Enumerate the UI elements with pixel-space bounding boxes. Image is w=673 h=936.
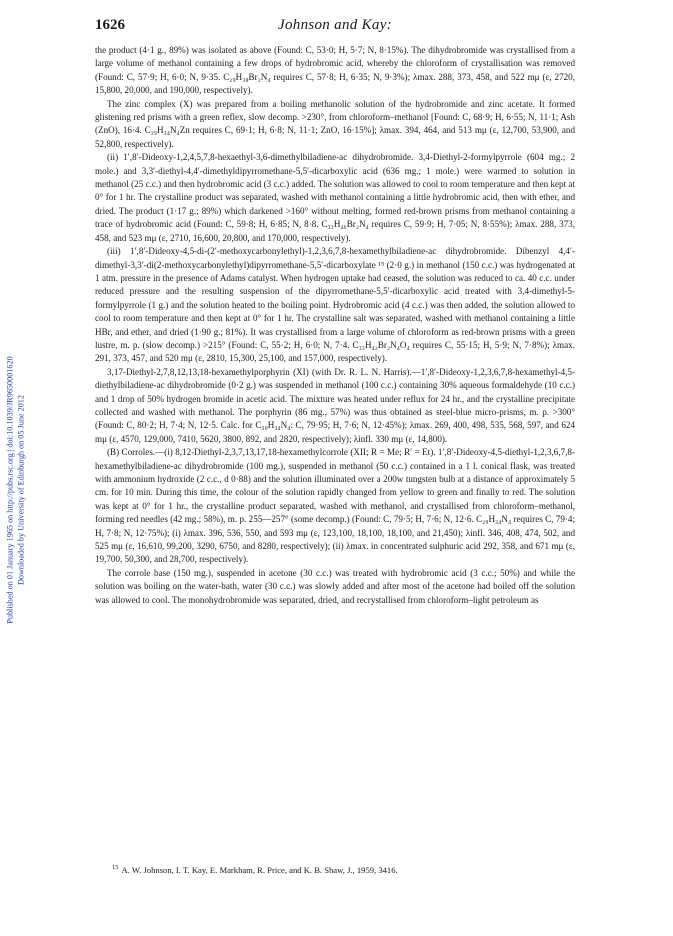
paragraph-hexaethyl-biladiene: (ii) 1′,8′-Dideoxy-1,2,4,5,7,8-hexaethyl-3,6-dimethylbiladiene-ac dihydrobromide. 3,4-Diethyl-2-formylpyrrole (604 mg.; 2 mole.) and 3,3′-diethyl-4,4′-dimethyldipyrromethane-5,5′-dicarboxylic acid (636 mg.; 1 mole.) were warmed to solution in methanol (25 c.c.) and then hydrobromic acid (3 c.c.) added. The solution was allowed to cool to room temperature and then kept at 0° for 1 hr. The crystalline product was separated, washed with methanol containing a little hydrobromic acid, then with ether, and dried. The product (1·17 g.; 89%) which darkened >160° without melting, formed red-brown prisms from methanol containing a trace of hydrobromic acid (Found: C, 59·8; H, 6·85; N, 8·8. C₃₃H₄₆Br₂N₄ requires C, 59·9; H, 7·05; N, 8·55%); λmax. 288, 373, 458, and 523 mμ (ε, 2710, 16,600, 20,800, and 170,000, respectively). [95, 152, 575, 243]
downloaded-notice-text: Downloaded by University of Edinburgh on 05 June 2012 [16, 395, 25, 585]
page-number: 1626 [95, 17, 125, 33]
footnote-text: A. W. Johnson, I. T. Kay, E. Markham, R. Price, and K. B. Shaw, J., 1959, 3416. [121, 864, 398, 875]
downloaded-notice [15, 160, 26, 820]
paragraph-corroles: (B) Corroles.—(i) 8,12-Diethyl-2,3,7,13,17,18-hexamethylcorrole (XII; R = Me; R′ = Et). 1′,8′-Dideoxy-4,5-diethyl-1,2,3,6,7,8-hexamethylbiladiene-ac dihydrobromide (100 mg.), suspended in methanol (50 c.c.) contained in a 1 l. conical flask, was treated with ammonium hydroxide (2 c.c., d 0·88) and the solution illuminated over a 200w tungsten bulb at a distance of approximately 5 cm. for 10 min. During this time, the colour of the solution rapidly changed from yellow to green and finally to red. The solution was kept at 0° for 1 hr., the crystalline product separated, washed with methanol, and crystallised from chloroform–methanol, forming red needles (42 mg.; 58%), m. p. 255—257° (some decomp.) (Found: C, 79·5; H, 7·6; N, 12·6. C₂₉H₃₄N₄ requires C, 79·4; H, 7·8; N, 12·75%); (i) λmax. 396, 536, 550, and 593 mμ (ε, 123,100, 18,100, 18,100, and 21,450); λinfl. 346, 408, 474, 502, and 525 mμ (ε, 16,610, 99,200, 3290, 6750, and 8280, respectively); (ii) λmax. in concentrated sulphuric acid 292, 358, and 671 mμ (ε, 19,700, 50,300, and 28,700, respectively). [95, 447, 575, 565]
paragraph-zinc-complex: The zinc complex (X) was prepared from a boiling methanolic solution of the hydrobromide and zinc acetate. It formed glistening red prisms with a green reflex, slow decomp. >230°, from chloroform–methanol [Found: C, 68·9; H, 6·55; N, 11·1; Ash (ZnO), 16·4. C₂₉H₃₄N₄Zn requires C, 69·1; H, 6·8; N, 11·1; ZnO, 16·15%]; λmax. 394, 464, and 513 mμ (ε, 12,700, 53,900, and 52,800, respectively). [95, 98, 575, 149]
paragraph-corrole-base: The corrole base (150 mg.), suspended in acetone (30 c.c.) was treated with hydrobromic acid (3 c.c.; 50%) and while the solution was boiling on the water-bath, water (30 c.c.) was slowly added and after most of the acetone had boiled off the solution was allowed to cool. The monohydrobromide was separated, dried, and recrystallised from chloroform–light petroleum as [95, 567, 575, 605]
body-text [95, 44, 575, 850]
published-notice-text[interactable]: Published on 01 January 1965 on http://pubs.rsc.org | doi:10.1039/JR9650001620 [5, 356, 14, 624]
page-header [95, 17, 575, 39]
published-notice[interactable] [4, 160, 15, 820]
footnote-marker: 15 [112, 864, 119, 871]
paragraph-methoxycarbonylethyl-biladiene: (iii) 1′,8′-Dideoxy-4,5-di-(2′-methoxycarbonylethyl)-1,2,3,6,7,8-hexamethylbiladiene-ac dihydrobromide. Dibenzyl 4,4′-dimethyl-3,3′-di(2-methoxycarbonylethyl)dipyrromethane-5,5′-dicarboxylate ¹⁵ (2·0 g.) in methanol (150 c.c.) was hydrogenated at 1 atm. pressure in the presence of Adams catalyst. When hydrogen uptake had ceased, the solution was reduced to ca. 40 c.c. under reduced pressure and the resulting suspension of the dipyrromethane-5,5′-dicarboxylic acid treated with 3,4-dimethyl-5-formylpyrrole (1 g.) and the solution heated to the boiling point. Hydrobromic acid (4 c.c.) was then added, the solution allowed to cool to room temperature and then kept at 0° for 1 hr. The crystalline salt was separated, washed with methanol containing a little HBr, and ether, and dried (1·90 g.; 81%). It was crystallised from a large volume of chloroform as red-brown prisms with a green lustre, m. p. (slow decomp.) >215° (Found: C, 55·2; H, 6·0; N, 7·4. C₃₃H₄₂Br₂N₄O₄ requires C, 55·15; H, 5·9; N, 7·8%); λmax. 291, 373, 457, and 520 mμ (ε, 2810, 15,300, 25,100, and 157,000, respectively). [95, 246, 575, 364]
footnote [112, 862, 572, 876]
download-sidebar [4, 160, 26, 820]
running-title: Johnson and Kay: [278, 17, 392, 33]
paragraph-porphyrin: 3,17-Diethyl-2,7,8,12,13,18-hexamethylporphyrin (XI) (with Dr. R. L. N. Harris).—1′,8′-Dideoxy-1,2,3,6,7,8-hexamethyl-4,5-diethylbiladiene-ac dihydrobromide (0·2 g.) was suspended in methanol (100 c.c.) containing 30% aqueous formaldehyde (10 c.c.) and 1 drop of 50% hydrogen bromide in acetic acid. The mixture was heated under reflux for 24 hr., and the crystalline precipitate collected and washed with methanol. The porphyrin (86 mg., 57%) was thus obtained as steel-blue micro-prisms, m. p. >300° (Found: C, 80·2; H, 7·4; N, 12·5. Calc. for C₃₀H₃₄N₄: C, 79·95; H, 7·6; N, 12·45%); λmax. 269, 400, 498, 535, 568, 597, and 624 mμ (ε, 4570, 129,000, 7410, 5620, 3800, 892, and 2820, respectively); λinfl. 330 mμ (ε, 14,800). [95, 366, 575, 444]
paragraph-dihydrobromide: the product (4·1 g., 89%) was isolated as above (Found: C, 53·0; H, 5·7; N, 8·15%). The dihydrobromide was crystallised from a large volume of methanol containing a few drops of hydrobromic acid, whereby the chloroform of crystallisation was removed (Found: C, 57·9; H, 6·0; N, 9·35. C₂₉H₃₈Br₂N₄ requires C, 57·8; H, 6·35; N, 9·3%); λmax. 288, 373, 458, and 522 mμ (ε, 2720, 15,800, 20,000, and 190,000, respectively). [95, 45, 575, 96]
